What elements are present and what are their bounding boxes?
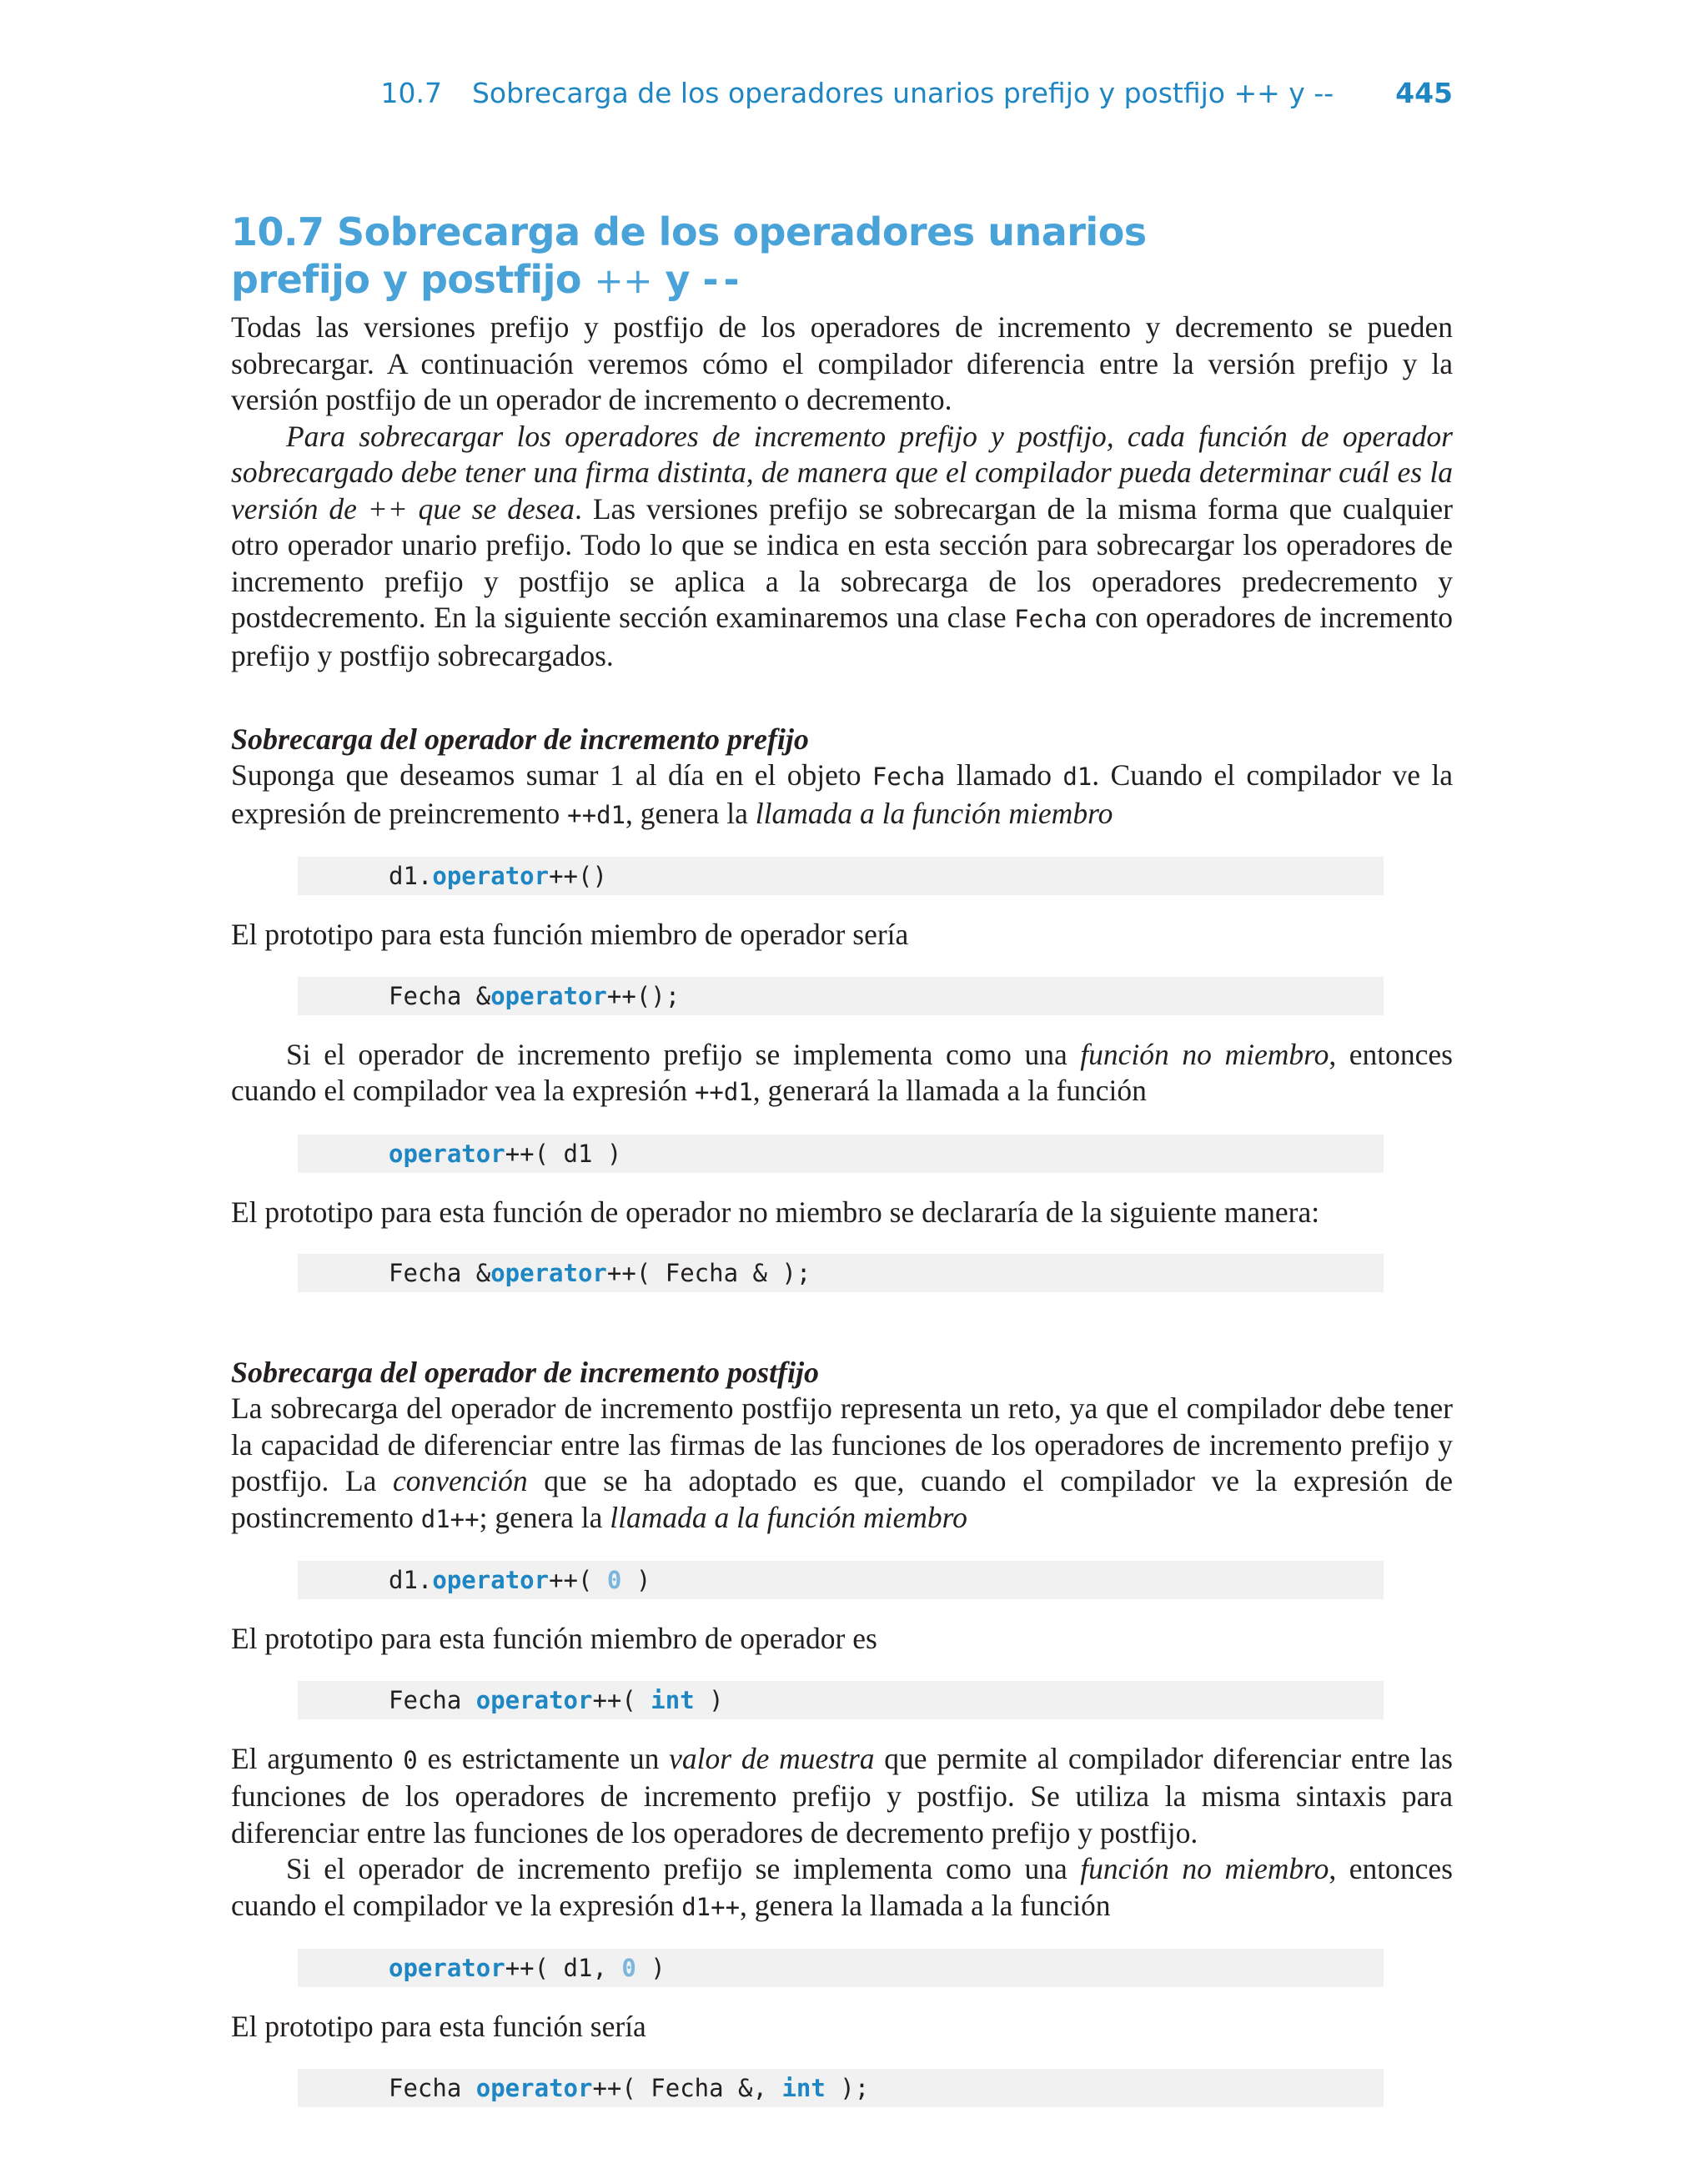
code-text: ++( [592, 1685, 651, 1714]
postfix-subheading: Sobrecarga del operador de incremento postfijo [231, 1356, 819, 1389]
code-keyword: int [781, 2073, 826, 2102]
code-keyword: operator [389, 1139, 505, 1168]
code-literal: 0 [606, 1566, 622, 1594]
prefix-paragraph-1 [231, 757, 1453, 833]
prefix-paragraph-4: El prototipo para esta función de operador no miembro se declararía de la siguiente manera: [231, 1195, 1320, 1229]
prefix-p1-italic: llamada a la función miembro [755, 796, 1113, 830]
header-title: Sobrecarga de los operadores unarios prefijo y postfijo ++ y -- [471, 77, 1334, 109]
prefix-p1-text-a: Suponga que deseamos sumar 1 al día en el objeto [231, 758, 872, 792]
code-keyword: operator [389, 1954, 505, 1982]
code-block-postfix-member-prototype [298, 1681, 1384, 1719]
postfix-p4-code: d1++ [681, 1892, 741, 1921]
code-keyword: int [651, 1685, 695, 1714]
code-block-prefix-member-prototype [298, 977, 1384, 1015]
code-block-prefix-nonmember-prototype [298, 1254, 1384, 1292]
postfix-p1-text-c: ; genera la [479, 1500, 610, 1534]
postfix-p4-italic: función no miembro [1080, 1852, 1329, 1885]
prefix-p1-text-d: , genera la [625, 796, 756, 830]
intro-p2-italic: Para sobrecargar los operadores de incremento prefijo y postfijo, cada función de operador sobrecargado debe tener una firma distinta, de manera que el compilador pueda determinar cuál es la versión de ++ que se desea [231, 419, 1453, 526]
code-keyword: operator [490, 981, 607, 1010]
code-text: Fecha [389, 2073, 476, 2102]
code-text: ++( Fecha &, [592, 2073, 782, 2102]
postfix-p1-text-a: La sobrecarga del operador de incremento postfijo representa un reto, ya que el compilador debe tener la capacidad de diferenciar entre las firmas de las funciones de los operadores de incremento prefijo y postfijo. La [231, 1391, 1453, 1497]
code-text: ) [621, 1566, 651, 1594]
prefix-paragraph-3 [231, 1037, 1453, 1111]
code-text: Fecha & [389, 1259, 491, 1287]
code-text: ); [825, 2073, 870, 2102]
code-text: Fecha [389, 1685, 476, 1714]
postfix-p3-text-b: es estrictamente un [417, 1741, 670, 1775]
postfix-p3-italic: valor de muestra [669, 1741, 875, 1775]
section-heading [231, 209, 1453, 304]
code-text: ) [635, 1954, 666, 1982]
code-block-postfix-nonmember-call [298, 1949, 1384, 1987]
section-heading-line1: Sobrecarga de los operadores unarios [337, 209, 1147, 254]
intro-p2-code: Fecha [1014, 605, 1088, 633]
code-text: Fecha & [389, 981, 491, 1010]
prefix-p1-text-c: . Cuando el compilador ve la expresión de preincremento [231, 758, 1453, 830]
prefix-p1-code-fecha: Fecha [872, 762, 946, 791]
code-keyword: operator [432, 862, 550, 890]
code-text: ++( d1 ) [505, 1139, 622, 1168]
postfix-paragraph-3 [231, 1741, 1453, 1852]
page-body [231, 209, 1453, 2129]
postfix-paragraph-4 [231, 1851, 1453, 1925]
postfix-p1-code: d1++ [420, 1504, 480, 1533]
code-text: ++( [549, 1566, 607, 1594]
prefix-p3-code: ++d1 [694, 1078, 753, 1106]
section-heading-number: 10.7 [231, 209, 324, 254]
postfix-p1-italic-1: convención [392, 1464, 528, 1497]
code-keyword: operator [432, 1566, 550, 1594]
prefix-p1-code-preinc: ++d1 [567, 800, 625, 829]
code-text: d1. [389, 862, 433, 890]
postfix-p1-italic-2: llamada a la función miembro [610, 1500, 967, 1534]
section-heading-op-inc: ++ [594, 260, 652, 301]
running-header [0, 77, 1453, 109]
code-text: d1. [389, 1566, 433, 1594]
prefix-p3-text-c: , generará la llamada a la función [752, 1074, 1147, 1107]
code-block-prefix-nonmember-call [298, 1135, 1384, 1173]
postfix-p3-code: 0 [403, 1745, 418, 1774]
section-heading-line2: prefijo y postfijo [231, 257, 595, 302]
code-text: ++() [549, 862, 607, 890]
code-text: ++(); [606, 981, 681, 1010]
code-keyword: operator [475, 2073, 593, 2102]
section-heading-op-dec: -- [702, 257, 745, 302]
code-text: ++( Fecha & ); [606, 1259, 811, 1287]
code-block-postfix-nonmember-prototype [298, 2069, 1384, 2107]
page-number: 445 [1395, 77, 1453, 109]
postfix-paragraph-5: El prototipo para esta función sería [231, 2010, 646, 2043]
code-block-postfix-member-call [298, 1561, 1384, 1599]
prefix-p1-text-b: llamado [945, 758, 1063, 792]
code-block-prefix-member-call [298, 857, 1384, 895]
postfix-p3-text-c: que permite al compilador diferenciar entre las funciones de los operadores de incremento prefijo y postfijo. Se utiliza la misma sintaxis para diferenciar entre las funciones de los operadores de decremento prefijo y postfijo. [231, 1741, 1453, 1849]
prefix-p1-code-d1: d1 [1062, 762, 1093, 791]
postfix-p4-text-a: Si el operador de incremento prefijo se implementa como una [286, 1852, 1081, 1885]
intro-paragraph-1: Todas las versiones prefijo y postfijo de los operadores de incremento y decremento se pueden sobrecargar. A continuación veremos cómo el compilador diferencia entre la versión prefijo y la versión postfijo de un operador de incremento o decremento. [231, 310, 1453, 416]
postfix-paragraph-1 [231, 1391, 1453, 1537]
postfix-p3-text-a: El argumento [231, 1741, 404, 1775]
code-text: ++( d1, [505, 1954, 622, 1982]
code-text: ) [694, 1685, 724, 1714]
postfix-p1-text-b: que se ha adoptado es que, cuando el compilador ve la expresión de postincremento [231, 1464, 1453, 1534]
header-section-number: 10.7 [380, 77, 442, 109]
intro-p2-text-a: . Las versiones prefijo se sobrecargan de la misma forma que cualquier otro operador unario prefijo. Todo lo que se indica en esta sección para sobrecargar los operadores de incremento prefijo y postfijo se aplica a la sobrecarga de los operadores predecremento y postdecremento. En la siguiente sección examinaremos una clase [231, 491, 1453, 634]
postfix-p4-text-c: , genera la llamada a la función [740, 1888, 1111, 1922]
prefix-p3-text-b: , entonces cuando el compilador vea la expresión [231, 1037, 1453, 1107]
intro-paragraph-2 [231, 419, 1453, 675]
section-heading-and: y [651, 257, 703, 302]
code-keyword: operator [490, 1259, 607, 1287]
postfix-paragraph-2: El prototipo para esta función miembro de operador es [231, 1622, 877, 1655]
prefix-p3-italic: función no miembro [1080, 1037, 1329, 1071]
prefix-p3-text-a: Si el operador de incremento prefijo se implementa como una [286, 1037, 1081, 1071]
prefix-paragraph-2: El prototipo para esta función miembro de operador sería [231, 918, 909, 951]
prefix-subheading: Sobrecarga del operador de incremento prefijo [231, 722, 809, 756]
postfix-p4-text-b: , entonces cuando el compilador ve la expresión [231, 1852, 1453, 1922]
code-keyword: operator [475, 1685, 593, 1714]
code-literal: 0 [621, 1954, 636, 1982]
intro-p2-text-b: con operadores de incremento prefijo y postfijo sobrecargados. [231, 601, 1453, 672]
